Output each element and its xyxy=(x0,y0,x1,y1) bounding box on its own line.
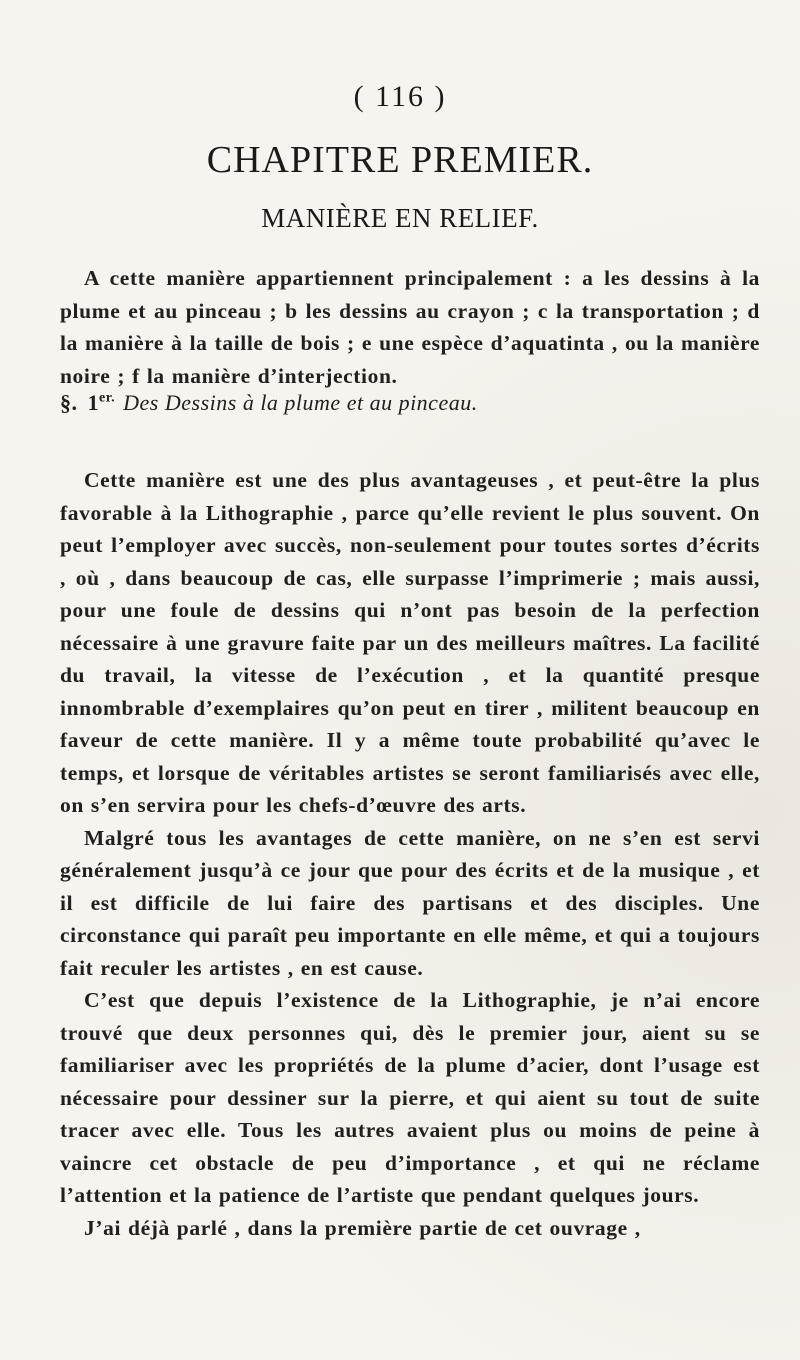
section-sign: §. xyxy=(60,390,78,415)
subsection-title: Des Dessins à la plume et au pinceau. xyxy=(123,390,478,415)
subsection-number: $1^{er.}$ xyxy=(87,390,116,415)
intro-paragraph-block xyxy=(60,262,760,392)
paragraph-4: J’ai déjà parlé , dans la première partie de cet ouvrage , xyxy=(84,1215,641,1240)
page-number: ( 116 ) xyxy=(353,80,447,113)
section-title: MANIÈRE EN RELIEF. xyxy=(261,203,539,233)
paragraph-3: C’est que depuis l’existence de la Lithographie, je n’ai encore trouvé que deux personnes qui, dès le premier jour, aient su se familiariser avec les propriétés de la plume d’acier, dont l’usage est nécessaire pour dessiner sur la pierre, et qui aient su tout de suite tracer avec elle. Tous les autres avaient plus ou moins de peine à vaincre cet obstacle de peu d’importance , et qui ne réclame l’attention et la patience de l’artiste que pendant quelques jours. xyxy=(60,988,760,1207)
main-text-block xyxy=(60,464,760,1244)
subsection-heading xyxy=(60,390,760,416)
paragraph-2: Malgré tous les avantages de cette manière, on ne s’en est servi généralement jusqu’à ce jour que pour des écrits et de la musique , et il est difficile de lui faire des partisans et des disciples. Une circonstance qui paraît peu importante en elle même, et qui a toujours fait reculer les artistes , en est cause. xyxy=(60,825,760,980)
paragraph-1: Cette manière est une des plus avantageuses , et peut-être la plus favorable à la Lithographie , parce qu’elle revient le plus souvent. On peut l’employer avec succès, non-seulement pour toutes sortes d’écrits , où , dans beaucoup de cas, elle surpasse l’imprimerie ; mais aussi, pour une foule de dessins qui n’ont pas besoin de la perfection nécessaire à une gravure faite par un des meilleurs maîtres. La facilité du travail, la vitesse de l’exécution , et la quantité presque innombrable d’exemplaires qu’on peut en tirer , militent beaucoup en faveur de cette manière. Il y a même toute probabilité qu’avec le temps, et lorsque de véritables artistes se seront familiarisés avec elle, on s’en servira pour les chefs-d’œuvre des arts. xyxy=(60,468,760,817)
intro-paragraph: A cette manière appartiennent principalement : a les dessins à la plume et au pinceau ; b les dessins au crayon ; c la transportation ; d la manière à la taille de bois ; e une espèce d’aquatinta , ou la manière noire ; f la manière d’interjection. xyxy=(60,266,760,388)
chapter-title: CHAPITRE PREMIER. xyxy=(206,139,594,181)
